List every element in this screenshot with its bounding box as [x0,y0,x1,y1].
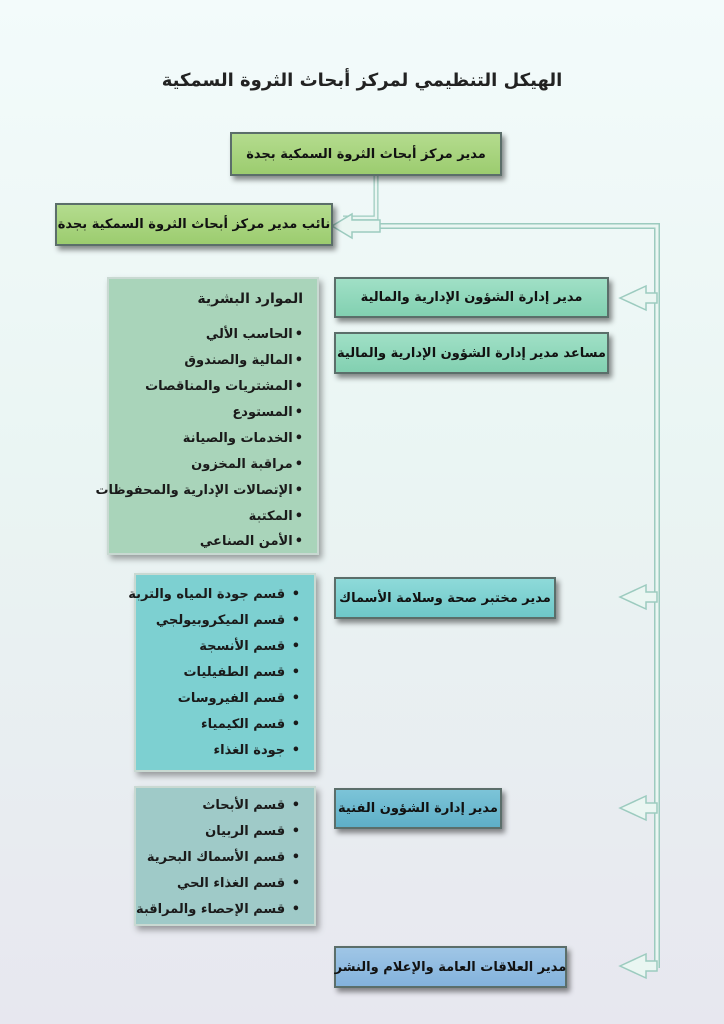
arrow-to-admin-finance [620,286,657,310]
technical-manager-box: مدير إدارة الشؤون الفنية [334,788,502,829]
list-item: •المالية والصندوق [184,353,303,368]
list-item: •المستودع [232,405,303,420]
hr-heading: الموارد البشرية [197,291,303,307]
list-item: • قسم الطفيليات [183,665,300,680]
list-item: • قسم الفيروسات [177,691,300,706]
arrow-to-lab [620,585,657,609]
list-item: • جودة الغذاء [213,743,300,758]
director-connector [343,175,376,218]
chart-title: الهيكل التنظيمي لمركز أبحاث الثروة السمكية [161,70,563,91]
list-item: • قسم الربيان [205,824,300,839]
list-item: •مراقبة المخزون [191,457,303,472]
list-item: • قسم الأنسجة [199,639,300,654]
list-item: • قسم الإحصاء والمراقبة [135,902,300,917]
technical-list [134,786,316,926]
list-item: • قسم الكيمياء [200,717,300,732]
arrow-to-pr [620,954,657,978]
list-item: •المشتريات والمناقصات [145,379,303,394]
list-item: • قسم جودة المياه والتربة [128,587,300,602]
list-item: • قسم الميكروبيولجي [155,613,300,628]
list-item: •الأمن الصناعي [199,534,303,549]
pr-manager-box: مدير العلاقات العامة والإعلام والنشر [334,946,567,988]
lab-list [128,573,316,772]
list-item: •المكتبة [248,509,303,524]
lab-manager-box: مدير مختبر صحة وسلامة الأسماك [334,577,556,619]
deputy-box: نائب مدير مركز أبحاث الثروة السمكية بجدة [55,203,333,246]
admin-finance-list [95,277,319,555]
list-item: • قسم الأسماك البحرية [146,850,300,865]
list-item: •الخدمات والصيانة [182,431,303,446]
director-box: مدير مركز أبحاث الثروة السمكية بجدة [230,132,502,176]
admin-finance-assistant-box: مساعد مدير إدارة الشؤون الإدارية والمالية [334,332,609,374]
list-item: •الحاسب الألي [205,327,303,342]
admin-finance-manager-box: مدير إدارة الشؤون الإدارية والمالية [334,277,609,318]
list-item: • قسم الأبحاث [202,798,300,813]
arrow-to-technical [620,796,657,820]
list-item: •الإتصالات الإدارية والمحفوظات [95,483,303,498]
list-item: • قسم الغذاء الحي [177,876,300,891]
